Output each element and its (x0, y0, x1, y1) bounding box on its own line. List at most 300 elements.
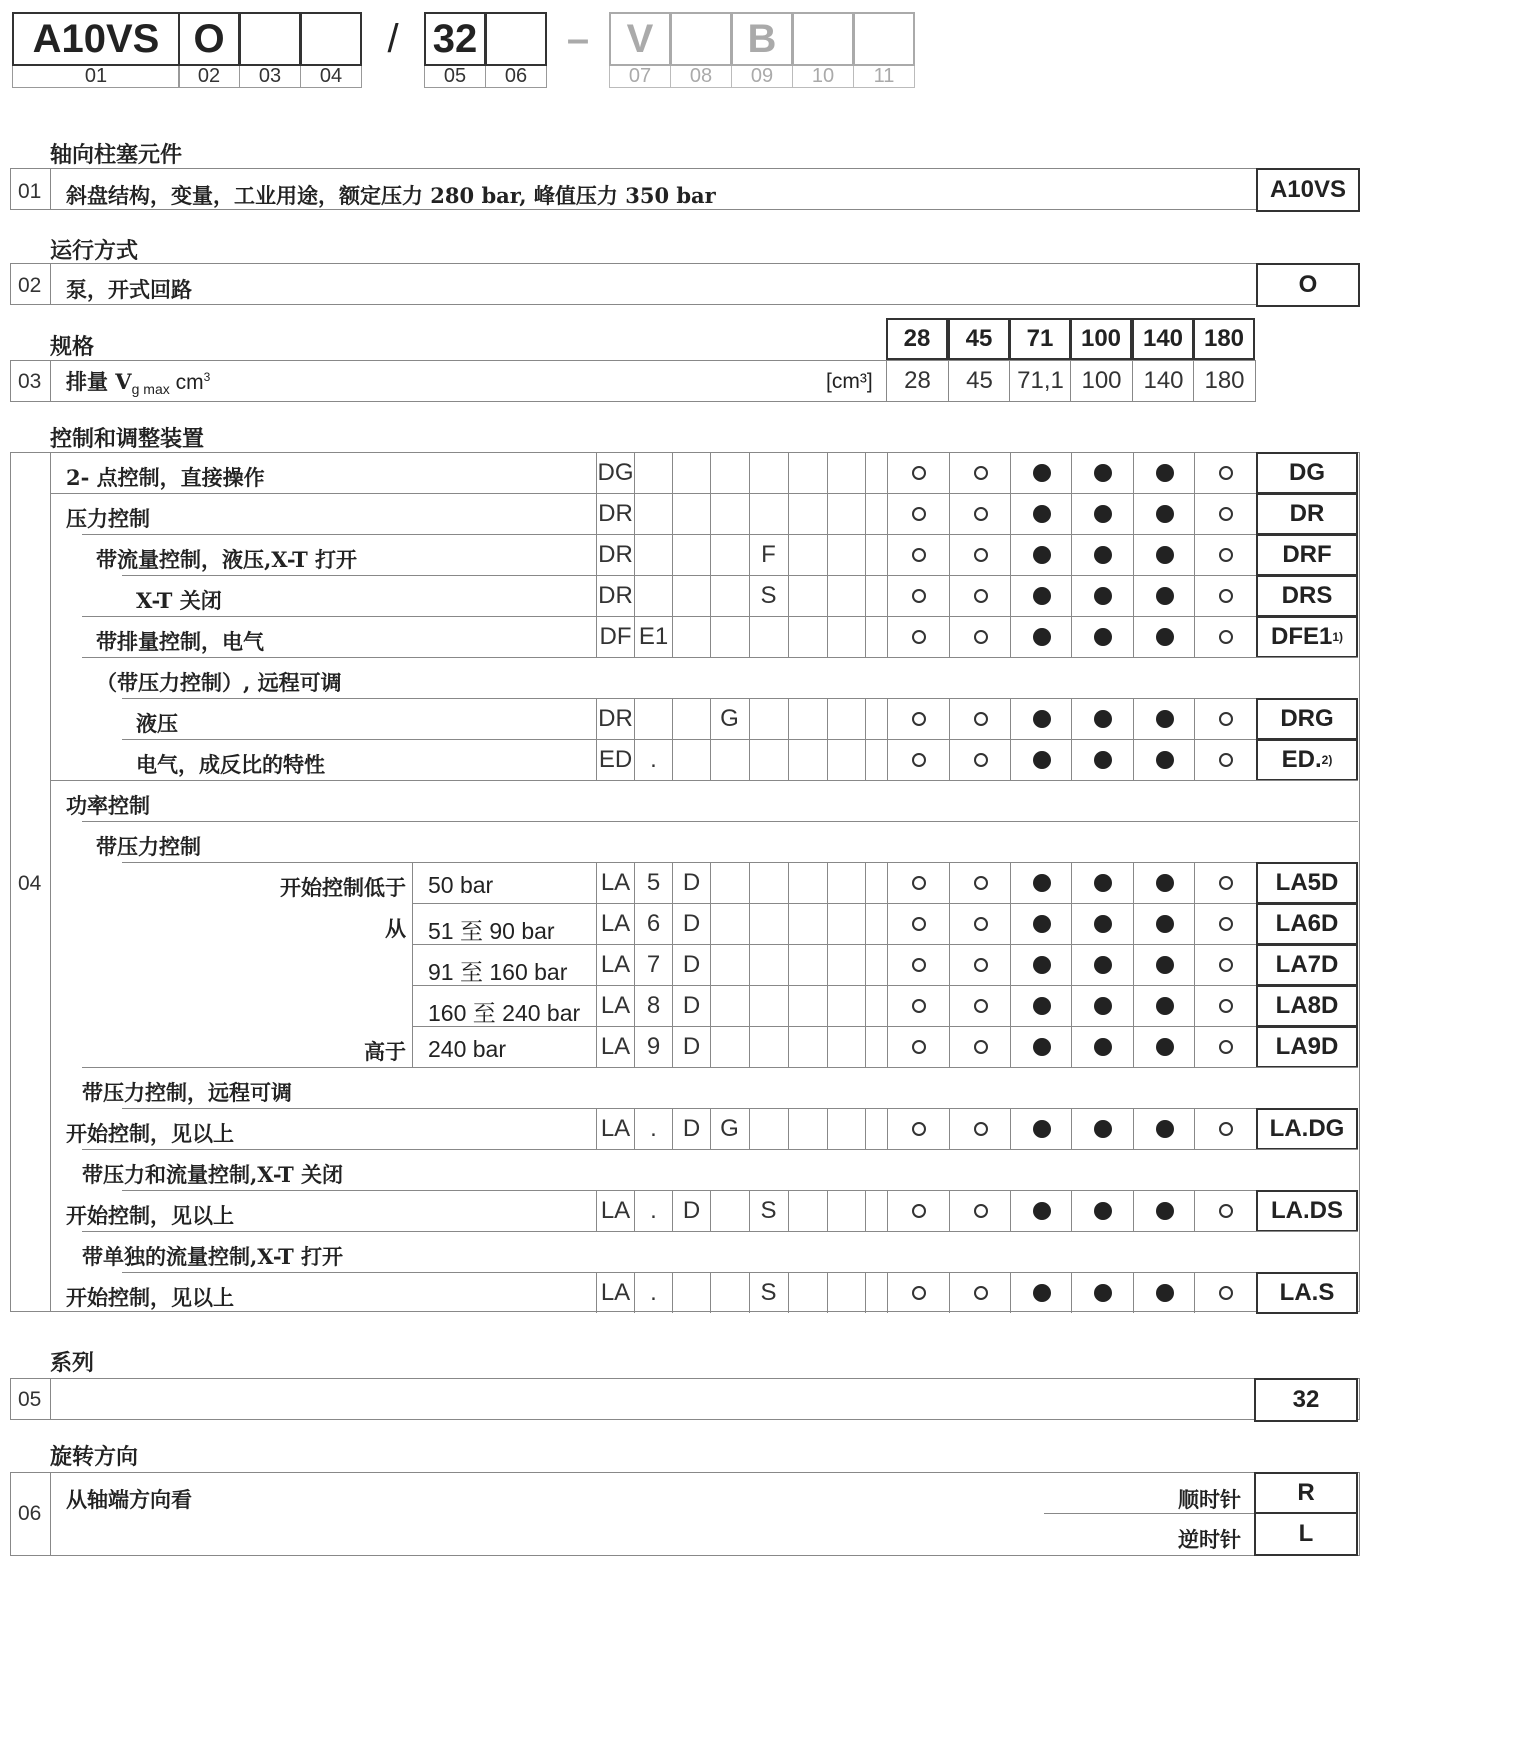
optional-circle-icon (974, 958, 988, 972)
available-dot-icon (1033, 464, 1051, 482)
control-code-text: DRG (1280, 705, 1334, 732)
size-value-3: 100 (1070, 360, 1132, 402)
available-dot-icon (1033, 915, 1051, 933)
available-dot-icon (1033, 1120, 1051, 1138)
control-code-14 (1256, 1026, 1358, 1068)
availability-cell (949, 698, 1011, 739)
type-code-cell (634, 534, 672, 575)
code-box-03 (239, 12, 301, 66)
availability-cell (949, 739, 1011, 780)
availability-cell (887, 1190, 949, 1231)
available-dot-icon (1033, 1284, 1051, 1302)
available-dot-icon (1094, 751, 1112, 769)
availability-cell (1194, 493, 1256, 534)
code-l: L (1254, 1512, 1358, 1556)
type-code-cell (788, 1272, 826, 1313)
type-code-cell (710, 985, 748, 1026)
available-dot-icon (1033, 1202, 1051, 1220)
availability-cell (887, 616, 949, 657)
type-code-cell (827, 739, 865, 780)
type-code-cell: ED (596, 739, 634, 780)
availability-cell (1010, 1272, 1072, 1313)
availability-cell (949, 985, 1011, 1026)
footnote-mark: 2) (1321, 753, 1333, 767)
optional-circle-icon (974, 589, 988, 603)
available-dot-icon (1094, 587, 1112, 605)
type-code-cell (788, 1190, 826, 1231)
control-code-text: LA8D (1275, 992, 1339, 1019)
type-code-cell: LA (596, 903, 634, 944)
type-code-cell (749, 985, 787, 1026)
available-dot-icon (1156, 1120, 1174, 1138)
section-06-row (10, 1472, 1360, 1556)
section-05-code: 32 (1254, 1378, 1358, 1422)
type-code-cell (788, 575, 826, 616)
optional-circle-icon (974, 917, 988, 931)
availability-cell (1194, 739, 1256, 780)
control-code-text: LA5D (1275, 869, 1339, 896)
type-code-cell (788, 698, 826, 739)
control-label-14: 高于 (364, 1039, 406, 1064)
available-dot-icon (1094, 1038, 1112, 1056)
type-code-cell (710, 944, 748, 985)
control-code-text: DG (1289, 459, 1325, 486)
optional-circle-icon (974, 466, 988, 480)
type-code-cell (672, 739, 710, 780)
type-code-cell (788, 862, 826, 903)
control-label-16: 开始控制，见以上 (66, 1121, 234, 1146)
displacement-unit: [cm³] (826, 370, 873, 393)
availability-cell (1194, 944, 1256, 985)
type-code-cell (827, 698, 865, 739)
counter-clockwise-label: 逆时针 (1178, 1527, 1241, 1552)
availability-cell (1010, 1190, 1072, 1231)
available-dot-icon (1156, 710, 1174, 728)
availability-cell (887, 1108, 949, 1149)
index-09: 09 (731, 66, 793, 88)
pressure-range-14: 240 bar (428, 1036, 507, 1062)
type-code-cell: . (634, 1108, 672, 1149)
availability-cell (1071, 1190, 1133, 1231)
type-code-cell: S (749, 575, 787, 616)
size-header-5: 180 (1193, 318, 1255, 360)
index-06: 06 (485, 66, 547, 88)
control-label-20: 开始控制，见以上 (66, 1285, 234, 1310)
section-01-code: A10VS (1256, 168, 1360, 212)
optional-circle-icon (974, 712, 988, 726)
type-code-cell (749, 903, 787, 944)
section-03-title: 规格 (50, 334, 95, 360)
available-dot-icon (1033, 546, 1051, 564)
available-dot-icon (1033, 956, 1051, 974)
control-code-2 (1256, 534, 1358, 576)
type-code-cell (749, 616, 787, 657)
type-code-cell (788, 493, 826, 534)
index-08: 08 (670, 66, 732, 88)
type-code-cell: D (672, 1026, 710, 1067)
availability-cell (1133, 985, 1195, 1026)
availability-cell (1010, 616, 1072, 657)
code-box-11 (853, 12, 915, 66)
type-code-cell (634, 698, 672, 739)
availability-cell (949, 903, 1011, 944)
availability-cell (949, 1190, 1011, 1231)
type-code-cell (710, 862, 748, 903)
available-dot-icon (1156, 997, 1174, 1015)
optional-circle-icon (912, 958, 926, 972)
control-code-text: DRF (1282, 541, 1332, 568)
control-code-text: DR (1289, 500, 1325, 527)
section-04-num: 04 (18, 872, 42, 895)
optional-circle-icon (974, 999, 988, 1013)
type-code-cell: DR (596, 575, 634, 616)
slash-separator: / (387, 16, 399, 61)
availability-cell (1010, 1026, 1072, 1067)
available-dot-icon (1033, 751, 1051, 769)
available-dot-icon (1156, 874, 1174, 892)
availability-cell (887, 698, 949, 739)
available-dot-icon (1156, 464, 1174, 482)
control-code-0 (1256, 452, 1358, 494)
availability-cell (1133, 534, 1195, 575)
available-dot-icon (1094, 628, 1112, 646)
available-dot-icon (1156, 751, 1174, 769)
available-dot-icon (1094, 874, 1112, 892)
dash-separator: – (566, 16, 590, 61)
available-dot-icon (1094, 710, 1112, 728)
type-code-cell (710, 1272, 748, 1313)
optional-circle-icon (974, 1286, 988, 1300)
availability-cell (1010, 575, 1072, 616)
type-code-cell: 6 (634, 903, 672, 944)
availability-cell (1194, 1272, 1256, 1313)
available-dot-icon (1156, 956, 1174, 974)
type-code-cell (827, 534, 865, 575)
availability-cell (1194, 534, 1256, 575)
type-code-cell: DF (596, 616, 634, 657)
size-header-1: 45 (948, 318, 1010, 360)
availability-cell (1071, 1026, 1133, 1067)
control-code-text: DFE1 (1270, 623, 1333, 650)
section-04-title: 控制和调整装置 (50, 426, 205, 452)
type-code-cell: D (672, 944, 710, 985)
availability-cell (1133, 944, 1195, 985)
type-code-cell (749, 1108, 787, 1149)
availability-cell (1071, 903, 1133, 944)
control-label-19: 带单独的流量控制,X-T 打开 (82, 1244, 344, 1269)
optional-circle-icon (912, 1122, 926, 1136)
availability-cell (1010, 944, 1072, 985)
availability-cell (1194, 1190, 1256, 1231)
availability-cell (1133, 903, 1195, 944)
type-code-cell: DG (596, 452, 634, 493)
availability-cell (1010, 1108, 1072, 1149)
type-code-cell (672, 575, 710, 616)
type-code-cell: LA (596, 944, 634, 985)
availability-cell (1071, 493, 1133, 534)
availability-cell (1071, 862, 1133, 903)
availability-cell (887, 862, 949, 903)
type-code-cell: LA (596, 1108, 634, 1149)
type-code-cell (710, 493, 748, 534)
type-code-cell (672, 493, 710, 534)
optional-circle-icon (912, 507, 926, 521)
optional-circle-icon (974, 630, 988, 644)
availability-cell (1010, 985, 1072, 1026)
code-box-10 (792, 12, 854, 66)
code-r: R (1254, 1472, 1358, 1514)
available-dot-icon (1094, 1284, 1112, 1302)
size-header-3: 100 (1070, 318, 1132, 360)
clockwise-label: 顺时针 (1178, 1487, 1241, 1512)
available-dot-icon (1033, 710, 1051, 728)
type-code-cell (710, 616, 748, 657)
type-code-cell (788, 534, 826, 575)
availability-cell (949, 944, 1011, 985)
availability-cell (949, 452, 1011, 493)
availability-cell (1133, 493, 1195, 534)
control-label-0: 2- 点控制，直接操作 (66, 465, 265, 490)
type-code-cell (672, 616, 710, 657)
availability-cell (949, 493, 1011, 534)
type-code-cell: E1 (634, 616, 672, 657)
availability-cell (1071, 1272, 1133, 1313)
availability-cell (1194, 452, 1256, 493)
type-code-cell (749, 698, 787, 739)
type-code-cell (788, 739, 826, 780)
control-label-11: 从 (385, 916, 406, 941)
section-05-title: 系列 (50, 1350, 95, 1376)
optional-circle-icon (912, 753, 926, 767)
availability-cell (1194, 616, 1256, 657)
type-code-cell (827, 1026, 865, 1067)
control-code-7 (1256, 739, 1358, 781)
availability-cell (1133, 739, 1195, 780)
pressure-range-11: 51 至 90 bar (428, 918, 555, 944)
availability-cell (1133, 452, 1195, 493)
type-code-cell (749, 1026, 787, 1067)
section-01-title: 轴向柱塞元件 (50, 142, 183, 168)
code-box-05: 32 (424, 12, 486, 66)
type-code-cell (749, 493, 787, 534)
type-code-cell: 9 (634, 1026, 672, 1067)
availability-cell (1133, 575, 1195, 616)
availability-cell (1010, 862, 1072, 903)
type-code-cell (827, 1190, 865, 1231)
control-code-10 (1256, 862, 1358, 904)
availability-cell (949, 1272, 1011, 1313)
section-01-num: 01 (18, 180, 42, 203)
size-value-2: 71,1 (1009, 360, 1071, 402)
availability-cell (1071, 985, 1133, 1026)
type-code-cell: F (749, 534, 787, 575)
optional-circle-icon (1219, 630, 1233, 644)
availability-cell (949, 1108, 1011, 1149)
type-code-cell: G (710, 698, 748, 739)
section-01-desc: 斜盘结构，变量，工业用途，额定压力 280 bar, 峰值压力 350 bar (66, 183, 716, 208)
type-code-cell (827, 493, 865, 534)
type-code-cell: D (672, 1108, 710, 1149)
type-code-cell: 8 (634, 985, 672, 1026)
available-dot-icon (1156, 1284, 1174, 1302)
availability-cell (949, 534, 1011, 575)
optional-circle-icon (974, 876, 988, 890)
availability-cell (887, 903, 949, 944)
type-code-cell (672, 1272, 710, 1313)
available-dot-icon (1094, 956, 1112, 974)
type-code-cell: DR (596, 493, 634, 534)
type-code-cell (827, 903, 865, 944)
type-code-cell: LA (596, 1190, 634, 1231)
availability-cell (1071, 575, 1133, 616)
type-code-cell (749, 944, 787, 985)
control-code-11 (1256, 903, 1358, 945)
type-code-cell: LA (596, 985, 634, 1026)
control-code-6 (1256, 698, 1358, 740)
control-code-text: ED. (1281, 746, 1322, 773)
section-06-num: 06 (18, 1502, 42, 1525)
pressure-range-13: 160 至 240 bar (428, 1000, 581, 1026)
index-07: 07 (609, 66, 671, 88)
optional-circle-icon (1219, 999, 1233, 1013)
type-code-cell (827, 616, 865, 657)
availability-cell (1194, 698, 1256, 739)
index-04: 04 (300, 66, 362, 88)
available-dot-icon (1094, 1120, 1112, 1138)
availability-cell (1194, 862, 1256, 903)
control-code-3 (1256, 575, 1358, 617)
control-label-3: X-T 关闭 (136, 588, 222, 613)
code-box-08 (670, 12, 732, 66)
available-dot-icon (1033, 1038, 1051, 1056)
availability-cell (1194, 985, 1256, 1026)
type-code-cell: . (634, 1272, 672, 1313)
available-dot-icon (1156, 915, 1174, 933)
section-05-num: 05 (18, 1388, 42, 1411)
control-code-18 (1256, 1190, 1358, 1232)
optional-circle-icon (912, 1040, 926, 1054)
availability-cell (949, 1026, 1011, 1067)
type-code-cell: DR (596, 534, 634, 575)
optional-circle-icon (1219, 958, 1233, 972)
available-dot-icon (1094, 546, 1112, 564)
type-code-cell: D (672, 903, 710, 944)
control-label-5: （带压力控制）, 远程可调 (96, 670, 342, 695)
control-label-2: 带流量控制，液压,X-T 打开 (96, 547, 358, 572)
availability-cell (1010, 698, 1072, 739)
available-dot-icon (1033, 505, 1051, 523)
type-code-cell (788, 944, 826, 985)
code-box-09: B (731, 12, 793, 66)
pressure-range-12: 91 至 160 bar (428, 959, 568, 985)
optional-circle-icon (912, 999, 926, 1013)
section-02-title: 运行方式 (50, 238, 139, 264)
type-code-cell (710, 575, 748, 616)
availability-cell (1133, 862, 1195, 903)
control-label-9: 带压力控制 (96, 834, 201, 859)
availability-cell (1071, 698, 1133, 739)
optional-circle-icon (974, 1122, 988, 1136)
optional-circle-icon (1219, 507, 1233, 521)
type-code-cell (827, 575, 865, 616)
available-dot-icon (1094, 505, 1112, 523)
availability-cell (887, 534, 949, 575)
type-code-cell (827, 1272, 865, 1313)
type-code-cell (827, 452, 865, 493)
size-value-5: 180 (1193, 360, 1255, 402)
optional-circle-icon (1219, 917, 1233, 931)
optional-circle-icon (912, 917, 926, 931)
optional-circle-icon (974, 548, 988, 562)
type-code-cell (749, 862, 787, 903)
availability-cell (1010, 739, 1072, 780)
type-code-cell (788, 1026, 826, 1067)
size-value-0: 28 (886, 360, 948, 402)
availability-cell (1071, 739, 1133, 780)
availability-cell (1194, 1108, 1256, 1149)
availability-cell (1071, 1108, 1133, 1149)
type-code-cell (788, 985, 826, 1026)
optional-circle-icon (912, 589, 926, 603)
availability-cell (1133, 1108, 1195, 1149)
control-code-16 (1256, 1108, 1358, 1150)
availability-cell (1010, 493, 1072, 534)
index-10: 10 (792, 66, 854, 88)
type-code-cell (827, 944, 865, 985)
optional-circle-icon (912, 1286, 926, 1300)
type-code-cell: LA (596, 1026, 634, 1067)
control-code-text: DRS (1281, 582, 1333, 609)
index-01: 01 (12, 66, 180, 88)
section-05-row (10, 1378, 1360, 1420)
available-dot-icon (1094, 1202, 1112, 1220)
availability-cell (1071, 616, 1133, 657)
type-code-cell: S (749, 1190, 787, 1231)
type-code-cell (788, 1108, 826, 1149)
code-box-04 (300, 12, 362, 66)
type-code-cell (827, 1108, 865, 1149)
control-code-20 (1256, 1272, 1358, 1314)
pressure-range-10: 50 bar (428, 872, 494, 898)
availability-cell (1010, 903, 1072, 944)
available-dot-icon (1033, 587, 1051, 605)
optional-circle-icon (974, 1040, 988, 1054)
type-code-cell (710, 1026, 748, 1067)
type-code-cell (710, 534, 748, 575)
type-code-cell: . (634, 1190, 672, 1231)
type-code-cell (672, 452, 710, 493)
control-code-text: LA6D (1275, 910, 1339, 937)
available-dot-icon (1156, 1038, 1174, 1056)
availability-cell (1071, 944, 1133, 985)
control-code-1 (1256, 493, 1358, 535)
section-02-num: 02 (18, 274, 42, 297)
code-box-06 (485, 12, 547, 66)
availability-cell (887, 985, 949, 1026)
availability-cell (1071, 534, 1133, 575)
size-value-4: 140 (1132, 360, 1194, 402)
code-box-02: O (178, 12, 240, 66)
footnote-mark: 1) (1332, 630, 1344, 644)
optional-circle-icon (1219, 1040, 1233, 1054)
type-code-cell: S (749, 1272, 787, 1313)
optional-circle-icon (912, 876, 926, 890)
control-label-18: 开始控制，见以上 (66, 1203, 234, 1228)
optional-circle-icon (912, 548, 926, 562)
section-02-row (10, 263, 1360, 305)
type-code-cell: . (634, 739, 672, 780)
type-code-cell: LA (596, 1272, 634, 1313)
